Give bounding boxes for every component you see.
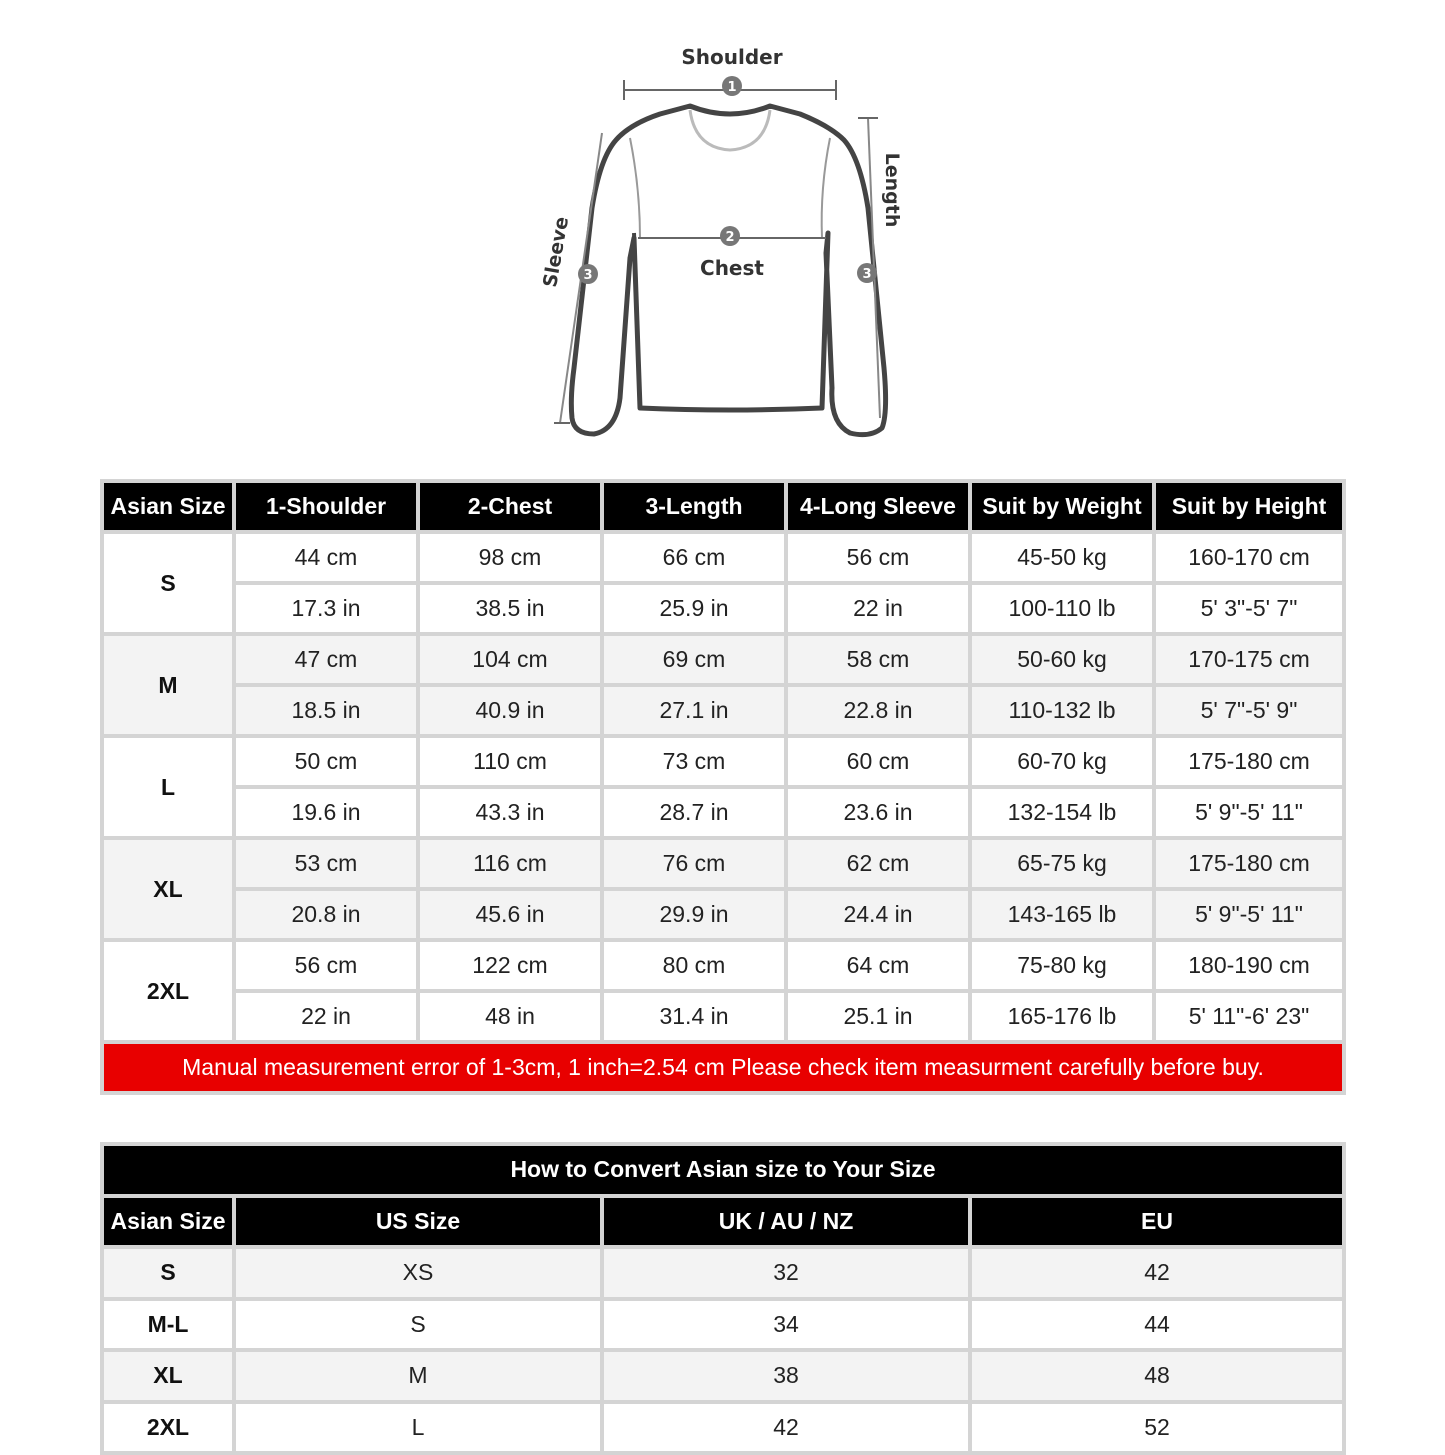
table-cell: 22.8 in <box>788 687 968 734</box>
header-shoulder: 1-Shoulder <box>236 483 416 530</box>
table-row <box>104 891 1342 938</box>
table-cell: 22 in <box>788 585 968 632</box>
table-cell: 65-75 kg <box>972 840 1152 887</box>
table-row <box>104 534 1342 581</box>
conv-header-us-size: US Size <box>236 1198 600 1246</box>
sweater-measurement-diagram <box>530 38 920 443</box>
table-cell: 5' 11"-6' 23" <box>1156 993 1342 1040</box>
conversion-header <box>104 1198 1342 1246</box>
size-table-header <box>104 483 1342 530</box>
table-cell: 76 cm <box>604 840 784 887</box>
header-long-sleeve: 4-Long Sleeve <box>788 483 968 530</box>
table-cell: 27.1 in <box>604 687 784 734</box>
table-row <box>104 738 1342 785</box>
table-cell: 52 <box>972 1404 1342 1452</box>
length-label: Length <box>881 152 903 228</box>
table-cell: 104 cm <box>420 636 600 683</box>
table-cell: 75-80 kg <box>972 942 1152 989</box>
table-cell: 110 cm <box>420 738 600 785</box>
marker-2-label: 2 <box>725 230 735 245</box>
conv-size-label: XL <box>104 1352 232 1400</box>
marker-3-left-label: 3 <box>583 268 593 283</box>
table-cell: 170-175 cm <box>1156 636 1342 683</box>
table-cell: 18.5 in <box>236 687 416 734</box>
table-cell: 58 cm <box>788 636 968 683</box>
table-cell: 40.9 in <box>420 687 600 734</box>
table-cell: 25.1 in <box>788 993 968 1040</box>
size-label-l: L <box>104 738 232 836</box>
table-cell: 62 cm <box>788 840 968 887</box>
table-cell: 34 <box>604 1301 968 1349</box>
marker-1-label: 1 <box>727 80 737 95</box>
table-cell: 25.9 in <box>604 585 784 632</box>
table-cell: 19.6 in <box>236 789 416 836</box>
table-cell: 98 cm <box>420 534 600 581</box>
table-cell: 100-110 lb <box>972 585 1152 632</box>
table-cell: 44 <box>972 1301 1342 1349</box>
conv-header-uk-au-nz: UK / AU / NZ <box>604 1198 968 1246</box>
measurement-note: Manual measurement error of 1-3cm, 1 inch=2.54 cm Please check item measurment carefully before buy. <box>104 1044 1342 1091</box>
table-cell: 48 <box>972 1352 1342 1400</box>
table-cell: 5' 9"-5' 11" <box>1156 891 1342 938</box>
header-length: 3-Length <box>604 483 784 530</box>
table-cell: 73 cm <box>604 738 784 785</box>
sleeve-label: Sleeve <box>539 214 574 289</box>
size-label-2xl: 2XL <box>104 942 232 1040</box>
table-cell: L <box>236 1404 600 1452</box>
table-cell: 60 cm <box>788 738 968 785</box>
table-cell: 44 cm <box>236 534 416 581</box>
table-cell: 5' 9"-5' 11" <box>1156 789 1342 836</box>
header-chest: 2-Chest <box>420 483 600 530</box>
header-asian-size: Asian Size <box>104 483 232 530</box>
conv-size-label: 2XL <box>104 1404 232 1452</box>
table-cell: 160-170 cm <box>1156 534 1342 581</box>
table-cell: 17.3 in <box>236 585 416 632</box>
table-cell: 56 cm <box>788 534 968 581</box>
conv-header-eu: EU <box>972 1198 1342 1246</box>
size-chart-table <box>100 479 1346 1095</box>
table-cell: 143-165 lb <box>972 891 1152 938</box>
table-cell: 53 cm <box>236 840 416 887</box>
table-row <box>104 1404 1342 1452</box>
table-row <box>104 942 1342 989</box>
table-cell: 116 cm <box>420 840 600 887</box>
table-row <box>104 1249 1342 1297</box>
table-cell: 110-132 lb <box>972 687 1152 734</box>
table-cell: 64 cm <box>788 942 968 989</box>
conv-size-label: M-L <box>104 1301 232 1349</box>
table-row <box>104 687 1342 734</box>
table-row <box>104 585 1342 632</box>
table-row <box>104 993 1342 1040</box>
table-cell: 122 cm <box>420 942 600 989</box>
table-cell: 42 <box>972 1249 1342 1297</box>
table-cell: XS <box>236 1249 600 1297</box>
table-row <box>104 840 1342 887</box>
table-cell: 24.4 in <box>788 891 968 938</box>
size-label-m: M <box>104 636 232 734</box>
measurement-note-row <box>104 1044 1342 1091</box>
table-cell: 47 cm <box>236 636 416 683</box>
table-cell: 43.3 in <box>420 789 600 836</box>
table-cell: 45-50 kg <box>972 534 1152 581</box>
conv-size-label: S <box>104 1249 232 1297</box>
table-row <box>104 1352 1342 1400</box>
marker-3-right-label: 3 <box>862 267 872 282</box>
size-conversion-table <box>100 1142 1346 1455</box>
table-cell: 38.5 in <box>420 585 600 632</box>
header-suit-by-height: Suit by Height <box>1156 483 1342 530</box>
table-cell: 32 <box>604 1249 968 1297</box>
table-cell: S <box>236 1301 600 1349</box>
conversion-title-row <box>104 1146 1342 1194</box>
table-cell: 29.9 in <box>604 891 784 938</box>
table-row <box>104 1301 1342 1349</box>
table-cell: 5' 7"-5' 9" <box>1156 687 1342 734</box>
table-cell: 50 cm <box>236 738 416 785</box>
table-cell: 180-190 cm <box>1156 942 1342 989</box>
conversion-title: How to Convert Asian size to Your Size <box>104 1146 1342 1194</box>
table-cell: 56 cm <box>236 942 416 989</box>
table-cell: 31.4 in <box>604 993 784 1040</box>
table-cell: 80 cm <box>604 942 784 989</box>
table-cell: 175-180 cm <box>1156 738 1342 785</box>
table-cell: 28.7 in <box>604 789 784 836</box>
table-cell: 50-60 kg <box>972 636 1152 683</box>
size-label-xl: XL <box>104 840 232 938</box>
size-label-s: S <box>104 534 232 632</box>
table-row <box>104 636 1342 683</box>
table-cell: 48 in <box>420 993 600 1040</box>
chest-label: Chest <box>700 256 764 280</box>
conv-header-asian-size: Asian Size <box>104 1198 232 1246</box>
header-suit-by-weight: Suit by Weight <box>972 483 1152 530</box>
table-cell: 23.6 in <box>788 789 968 836</box>
table-cell: 42 <box>604 1404 968 1452</box>
table-cell: 22 in <box>236 993 416 1040</box>
table-cell: 165-176 lb <box>972 993 1152 1040</box>
table-cell: M <box>236 1352 600 1400</box>
table-cell: 38 <box>604 1352 968 1400</box>
table-cell: 66 cm <box>604 534 784 581</box>
table-cell: 69 cm <box>604 636 784 683</box>
table-cell: 45.6 in <box>420 891 600 938</box>
table-cell: 175-180 cm <box>1156 840 1342 887</box>
table-cell: 132-154 lb <box>972 789 1152 836</box>
shoulder-label: Shoulder <box>681 45 783 69</box>
table-row <box>104 789 1342 836</box>
table-cell: 20.8 in <box>236 891 416 938</box>
table-cell: 60-70 kg <box>972 738 1152 785</box>
table-cell: 5' 3"-5' 7" <box>1156 585 1342 632</box>
